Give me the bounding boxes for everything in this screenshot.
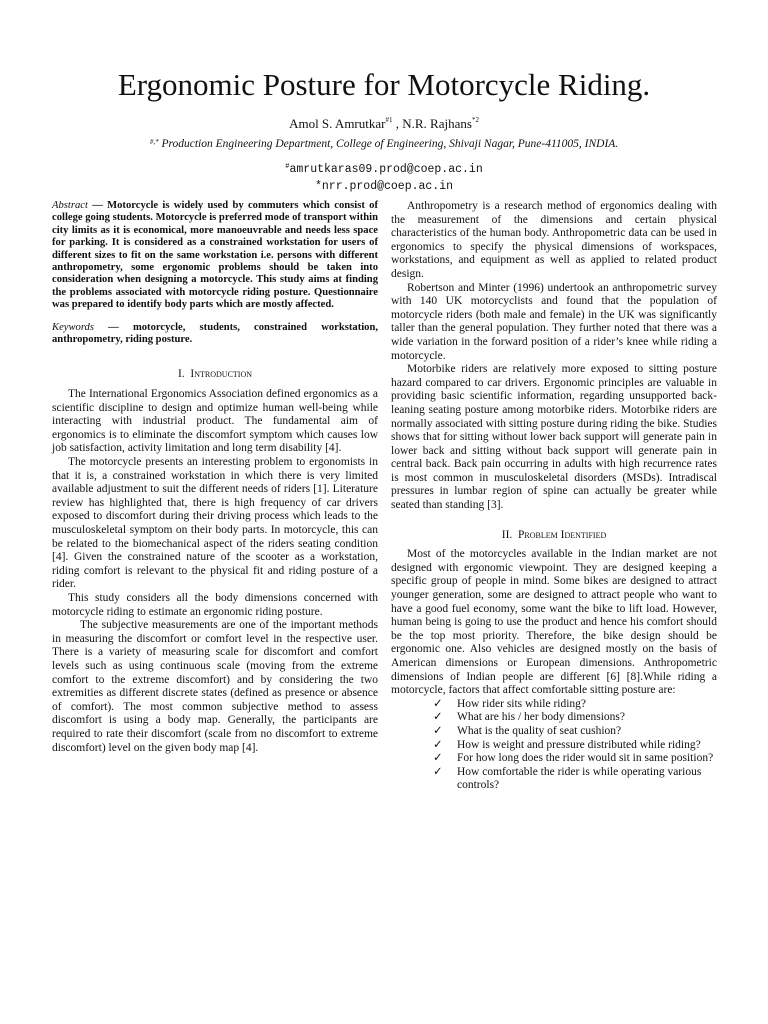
affiliation — [0, 138, 768, 150]
abstract-text: Motorcycle is widely used by commuters which consist of college going students. Motorcycle is preferred mode of transport within city limits as it is economical, more manoeuvrable and needs less space for parking. It is considered as a constrained workstation for users of different sizes to fit on the same workstation i.e. persons with different anthropometry, some ergonomic problems should be taken into consideration when designing a motorcycle. This study aims at finding the problems associated with motorcycle riding posture. Questionnaire was prepared to identify body parts which are mostly affected. — [52, 200, 379, 311]
author-1-name: Amol S. Amrutkar — [289, 116, 386, 131]
author-2-mark: *2 — [471, 116, 479, 124]
author-separator: , — [392, 116, 403, 131]
email-1-mark: # — [285, 163, 290, 171]
checklist-item-text: What is the quality of seat cushion? — [457, 724, 622, 737]
checklist-item — [391, 725, 717, 739]
section-2-title: Problem Identified — [518, 528, 607, 541]
section-2-heading — [391, 529, 717, 543]
author-line — [0, 116, 768, 132]
keywords — [52, 322, 378, 347]
keywords-dash: — — [93, 321, 133, 333]
abstract-dash: — — [87, 200, 108, 211]
intro-paragraph-2: The motorcycle presents an interesting problem to ergonomists in that it is, a constrained workstation in which there is very limited available adjustment to suit the different needs of riders [1]. Literature review has highlighted that, there is high frequency of car drivers exposed to discomfort during their driving process which leads to the musculoskeletal symptom on their body parts. In motorcycle, this can be related to the biomechanical aspect of the riders seating condition [4]. Given the constrained nature of the scooter as a workstation, riding comfort is relevant to the physical fit and riding posture of a rider. — [52, 456, 378, 591]
anthropometry-paragraph: Anthropometry is a research method of ergonomics dealing with the measurement of the dimensions and certain physical characteristics of the human body. Anthropometric data can be used in ergonomics to specify the physical dimensions of workspaces, workstations, and equipment as well as applied to related product design. — [391, 200, 717, 280]
email-1 — [0, 163, 768, 176]
problem-paragraph: Most of the motorcycles available in the Indian market are not designed with ergonomic viewpoint. They are designed keeping a specific group of people in mind. Some bikes are designed to attract younger generation, some are designed to attract people who want to have a good fuel economy, some want the bike to lift load. However, human being is going to use the product and hence his comfort should be the top most priority. Therefore, the bike design should be ergonomic one. Also vehicles are designed mostly on the basis of American dimensions or European dimensions. Anthropometric dimensions of Indian people are different [6] [8].While riding a motorcycle, factors that affect comfortable sitting posture are: — [391, 548, 717, 697]
factor-checklist — [391, 698, 717, 793]
checklist-item — [391, 739, 717, 753]
abstract — [52, 200, 378, 312]
email-1-text: amrutkaras09.prod@coep.ac.in — [289, 163, 483, 176]
section-1-title: Introduction — [190, 368, 253, 381]
intro-paragraph-1: The International Ergonomics Association defined ergonomics as a scientific discipline to design and optimize human well-being while interacting with industrial product. The fundamental aim of ergonomics is to eliminate the discomfort symptom which causes low job satisfaction, activity limitation and long term disability [4]. — [52, 388, 378, 455]
checklist-item-text: How comfortable the rider is while operating various controls? — [457, 765, 702, 792]
author-2-name: N.R. Rajhans — [402, 116, 472, 131]
paper-title: Ergonomic Posture for Motorcycle Riding. — [117, 67, 651, 102]
checklist-item-text: How rider sits while riding? — [457, 697, 587, 710]
checkmark-icon: ✓ — [433, 738, 443, 751]
left-column — [52, 200, 378, 755]
right-column — [391, 200, 717, 793]
keywords-text: motorcycle, students, constrained workstation, anthropometry, riding posture. — [52, 321, 379, 346]
checkmark-icon: ✓ — [433, 697, 443, 710]
affiliation-mark: #,* — [149, 138, 159, 146]
email-2: *nrr.prod@coep.ac.in — [314, 180, 454, 193]
motorbike-riders-paragraph: Motorbike riders are relatively more exposed to sitting posture hazard compared to car drivers. Ergonomic principles are valuable in providing basic scientific information, regarding unsupported back-leaning seating posture among motorbike riders. Motorbike riders are normally associated with sitting posture during riding the bike. Studies shows that for sitting without lower back support will generate pain in lower back and sitting without back support will generate pain in central back. Back pain occurring in adults with high recurrence rates is most common in musculoskeletal disorders (MSDs). Intradiscal pressures in lumbar region of spine can actually be greater while seated than standing [3]. — [391, 363, 717, 512]
intro-paragraph-4: The subjective measurements are one of the important methods in measuring the discomfort or comfort level in the respective user. There is a variety of measuring scale for discomfort and comfort levels such as using continuous scale (moving from the extreme comfort to the extreme discomfort) and by considering the two extremities as different discrete states (defined as presence or absence of comfort). The most common subjective method to assess discomfort is using a body map. Generally, the participants are required to rate their discomfort (scale from no discomfort to extreme discomfort) level on the given body map [4]. — [52, 619, 378, 754]
checklist-item — [391, 766, 717, 793]
affiliation-text: Production Engineering Department, College of Engineering, Shivaji Nagar, Pune-411005, INDIA. — [161, 138, 619, 150]
checkmark-icon: ✓ — [433, 752, 443, 765]
checklist-item-text: What are his / her body dimensions? — [457, 711, 625, 724]
checklist-item — [391, 711, 717, 725]
intro-paragraph-3: This study considers all the body dimensions concerned with motorcycle riding to estimate an ergonomic riding posture. — [52, 591, 378, 618]
checkmark-icon: ✓ — [433, 711, 443, 724]
checkmark-icon: ✓ — [433, 765, 443, 778]
checklist-item — [391, 752, 717, 766]
robertson-paragraph: Robertson and Minter (1996) undertook an anthropometric survey with 140 UK motorcyclists and found that the population of motorcycle riders (both male and female) in the UK was significantly taller than the general population. They further noted that there was a wide variation in the forward position of a rider’s knee while riding a motorcycle. — [391, 281, 717, 362]
author-1-mark: #1 — [385, 116, 393, 124]
keywords-label: Keywords — [52, 321, 94, 333]
section-2-number: II. — [501, 528, 513, 541]
checklist-item-text: For how long does the rider would sit in same position? — [457, 752, 714, 765]
abstract-label: Abstract — [52, 200, 88, 211]
section-1-number: I. — [177, 368, 185, 381]
checklist-item-text: How is weight and pressure distributed while riding? — [457, 738, 701, 751]
section-1-heading — [52, 368, 378, 382]
checkmark-icon: ✓ — [433, 724, 443, 737]
checklist-item — [391, 698, 717, 712]
